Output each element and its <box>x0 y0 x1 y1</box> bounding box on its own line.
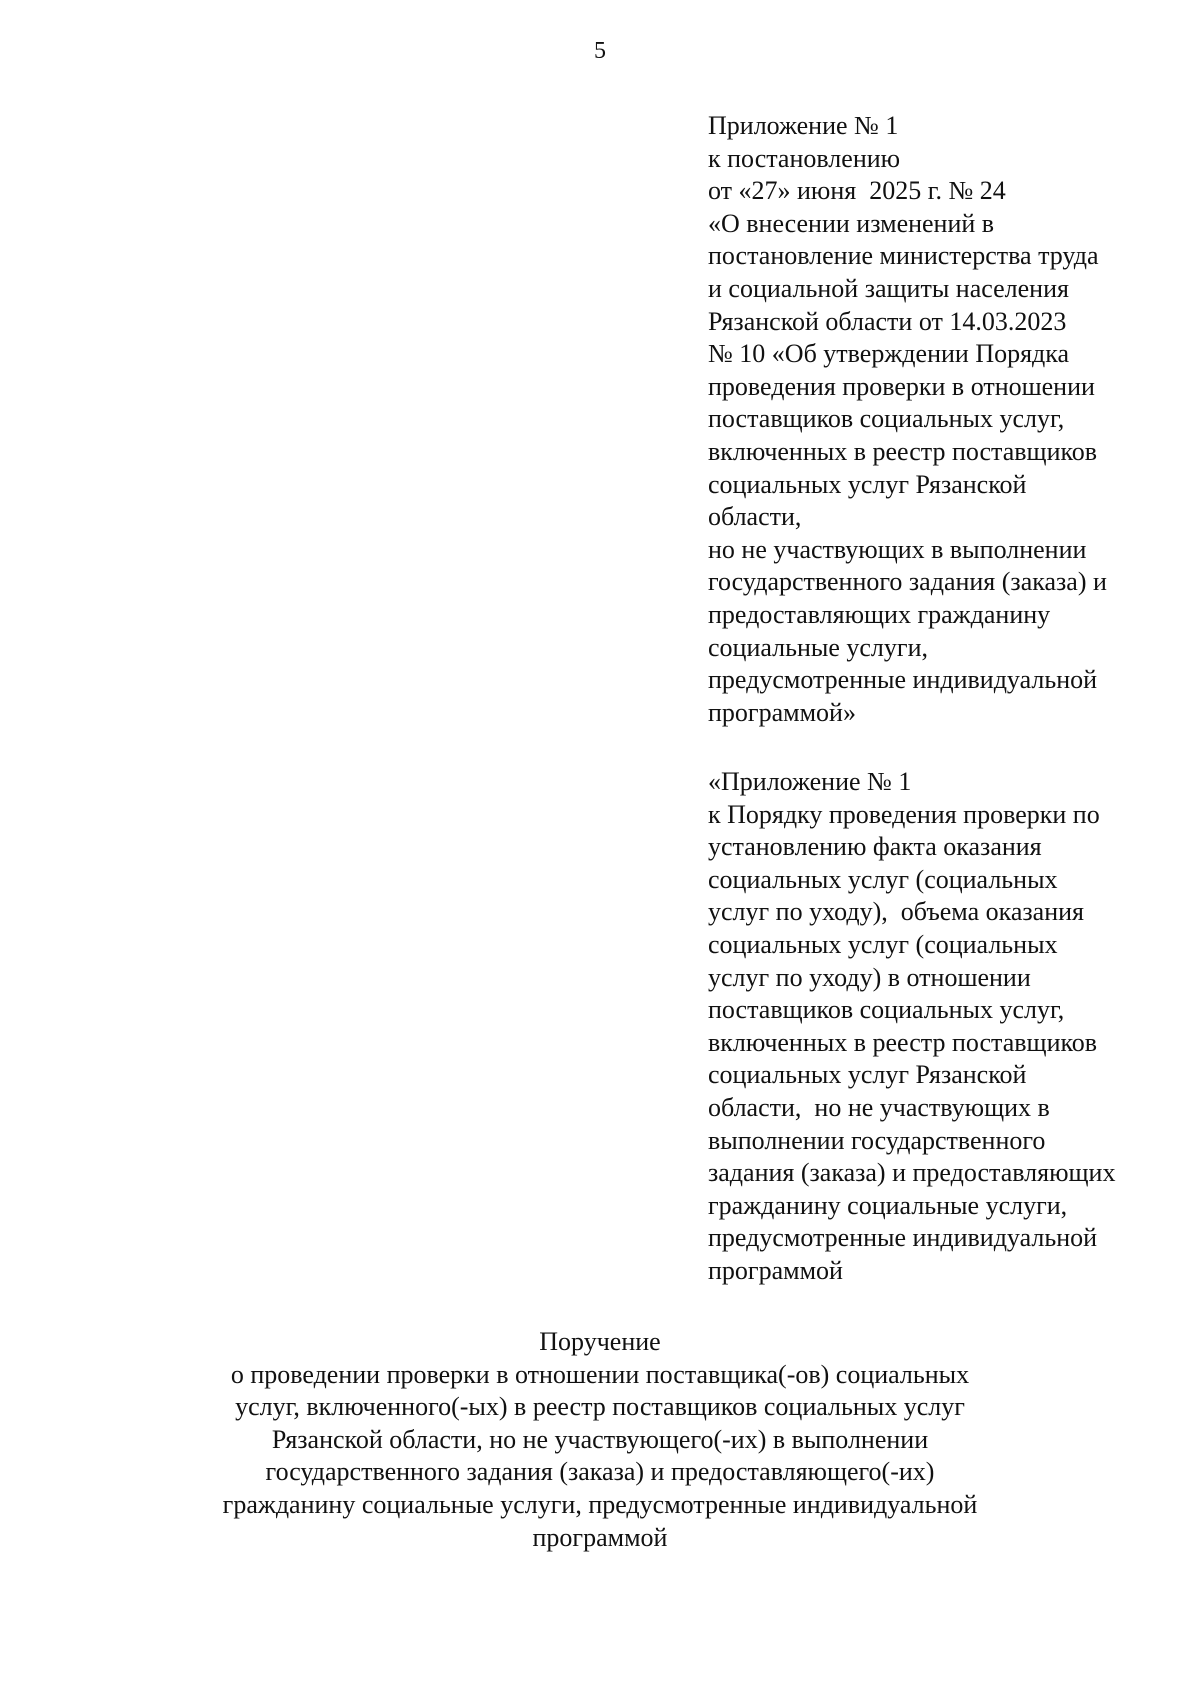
attachment-line: Рязанской области от 14.03.2023 <box>708 306 1067 336</box>
title-line: государственного задания (заказа) и предоставляющего(-их) <box>265 1457 935 1487</box>
procedure-line: области, но не участвующих в <box>708 1092 1050 1122</box>
procedure-line: задания (заказа) и предоставляющих <box>708 1158 1116 1188</box>
attachment-line: области, <box>708 502 802 532</box>
attachment-line: «О внесении изменений в <box>708 208 995 238</box>
procedure-line: услуг по уходу) в отношении <box>708 962 1031 992</box>
attachment-line: № 10 «Об утверждении Порядка <box>708 339 1070 369</box>
title-line: о проведении проверки в отношении поставщика(-ов) социальных <box>230 1359 970 1389</box>
attachment-line: включенных в реестр поставщиков <box>708 436 1098 466</box>
attachment-line: государственного задания (заказа) и <box>708 567 1107 597</box>
attachment-line: Приложение № 1 <box>708 111 899 140</box>
attachment-line: от «27» июня 2025 г. № 24 <box>708 176 1006 206</box>
title-heading: Поручение <box>539 1327 661 1356</box>
attachment-line: к постановлению <box>708 143 901 173</box>
procedure-line: «Приложение № 1 <box>708 767 912 796</box>
attachment-line: предоставляющих гражданину <box>708 599 1051 629</box>
procedure-line: к Порядку проведения проверки по <box>708 799 1100 829</box>
procedure-line: социальных услуг Рязанской <box>708 1060 1027 1090</box>
attachment-line: но не участвующих в выполнении <box>708 534 1087 564</box>
procedure-line: выполнении государственного <box>708 1125 1046 1155</box>
attachment-line: программой» <box>708 697 856 727</box>
procedure-line: социальных услуг (социальных <box>708 929 1058 959</box>
attachment-header <box>708 110 1178 729</box>
title-line: программой <box>532 1522 668 1552</box>
title-line: услуг, включенного(-ых) в реестр поставщиков социальных услуг <box>235 1392 965 1422</box>
attachment-line: социальные услуги, <box>708 632 928 662</box>
attachment-line: предусмотренные индивидуальной <box>708 665 1098 695</box>
procedure-attachment-header <box>708 766 1178 1288</box>
page-number: 5 <box>594 38 606 64</box>
attachment-line: социальных услуг Рязанской <box>708 469 1027 499</box>
attachment-line: поставщиков социальных услуг, <box>708 404 1065 434</box>
procedure-line: гражданину социальные услуги, <box>708 1190 1068 1220</box>
attachment-line: и социальной защиты населения <box>708 273 1069 303</box>
attachment-line: постановление министерства труда <box>708 241 1099 271</box>
procedure-line: программой <box>708 1255 843 1285</box>
attachment-line: проведения проверки в отношении <box>708 371 1095 401</box>
procedure-line: социальных услуг (социальных <box>708 864 1058 894</box>
procedure-line: предусмотренные индивидуальной <box>708 1223 1098 1253</box>
procedure-line: услуг по уходу), объема оказания <box>708 897 1084 927</box>
procedure-line: поставщиков социальных услуг, <box>708 995 1065 1025</box>
title-line: гражданину социальные услуги, предусмотренные индивидуальной <box>222 1489 978 1519</box>
title-line: Рязанской области, но не участвующего(-их) в выполнении <box>271 1424 929 1454</box>
document-title <box>0 1326 1200 1554</box>
procedure-line: включенных в реестр поставщиков <box>708 1027 1098 1057</box>
procedure-line: установлению факта оказания <box>708 832 1042 862</box>
